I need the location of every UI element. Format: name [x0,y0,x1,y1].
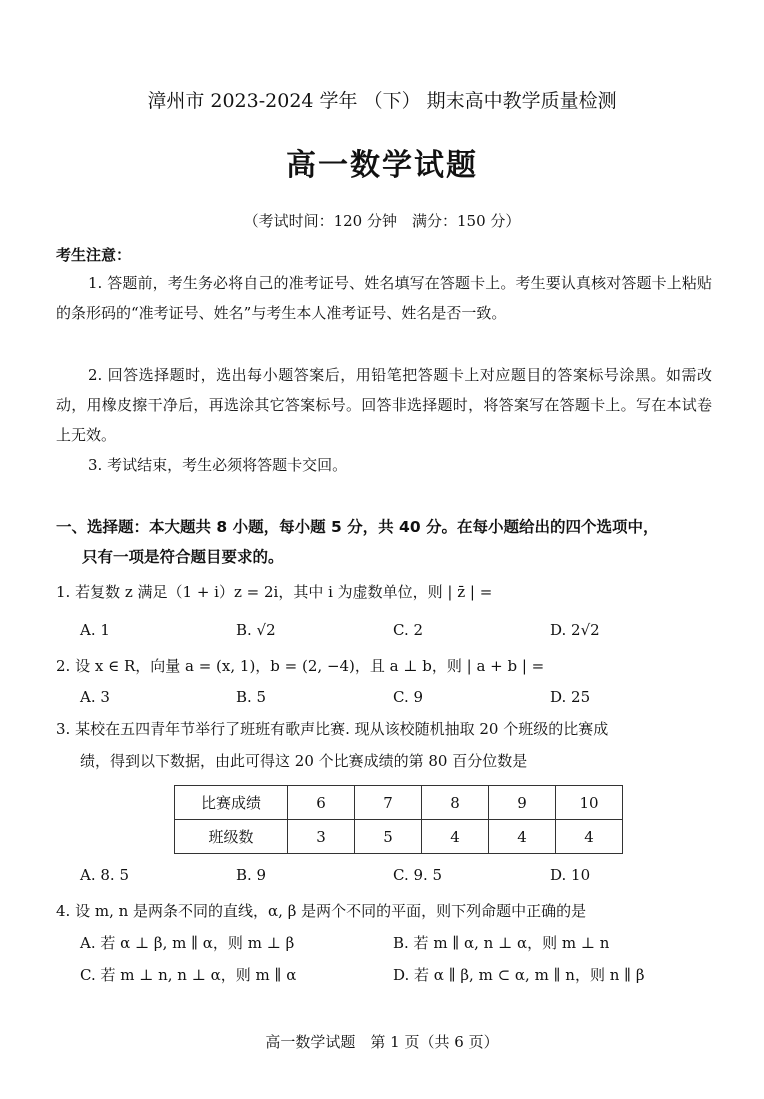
table-cell: 8 [422,786,489,820]
q4-option-b: B. 若 m ∥ α, n ⊥ α，则 m ⊥ n [393,934,610,952]
question-1-stem: 1. 若复数 z 满足（1 + i）z = 2i，其中 i 为虚数单位，则 | z̄ | = [56,583,493,601]
table-cell: 班级数 [175,820,288,854]
q1-option-d: D. 2√2 [550,621,600,639]
q4-option-c: C. 若 m ⊥ n, n ⊥ α，则 m ∥ α [80,966,297,984]
q1-option-c: C. 2 [393,621,424,639]
q3-option-b: B. 9 [236,866,267,884]
page-footer: 高一数学试题 第 1 页（共 6 页） [265,1033,499,1051]
table-row [175,786,623,820]
question-3-stem-line-1: 3. 某校在五四青年节举行了班班有歌声比赛. 现从该校随机抽取 20 个班级的比赛成 [56,720,609,738]
q2-option-d: D. 25 [550,688,591,706]
question-3-stem-line-2: 绩，得到以下数据，由此可得这 20 个比赛成绩的第 80 百分位数是 [80,752,528,770]
q2-option-a: A. 3 [80,688,110,706]
table-cell: 4 [489,820,556,854]
question-2-stem: 2. 设 x ∈ R，向量 a = (x, 1)，b = (2, −4)，且 a ⊥ b，则 | a + b | = [56,657,545,675]
q2-option-b: B. 5 [236,688,267,706]
q1-option-a: A. 1 [80,621,110,639]
section-heading [56,512,716,572]
score-table [174,785,623,854]
table-cell: 比赛成绩 [175,786,288,820]
table-cell: 3 [288,820,355,854]
table-cell: 5 [355,820,422,854]
note-item-2: 2. 回答选择题时，选出每小题答案后，用铅笔把答题卡上对应题目的答案标号涂黑。如需改动，用橡皮擦干净后，再选涂其它答案标号。回答非选择题时，将答案写在答题卡上。写在本试卷上无效。 [56,366,712,444]
note-item-1: 1. 答题前，考生务必将自己的准考证号、姓名填写在答题卡上。考生要认真核对答题卡上粘贴的条形码的“准考证号、姓名”与考生本人准考证号、姓名是否一致。 [56,274,712,322]
table-cell: 4 [422,820,489,854]
table-cell: 10 [556,786,623,820]
note-item-3: 3. 考试结束，考生必须将答题卡交回。 [88,456,348,474]
q1-option-b: B. √2 [236,621,276,639]
section-line-1: 一、选择题：本大题共 8 小题，每小题 5 分，共 40 分。在每小题给出的四个选项中， [56,518,659,536]
table-cell: 6 [288,786,355,820]
exam-time-info: （考试时间：120 分钟 满分：150 分） [243,212,521,230]
table-cell: 4 [556,820,623,854]
q3-option-a: A. 8. 5 [80,866,129,884]
q4-option-d: D. 若 α ∥ β, m ⊂ α, m ∥ n，则 n ∥ β [393,966,645,984]
notes-heading: 考生注意： [56,246,132,264]
exam-header: 漳州市 2023-2024 学年 （下） 期末高中教学质量检测 [147,90,617,112]
q3-option-c: C. 9. 5 [393,866,443,884]
table-cell: 9 [489,786,556,820]
table-cell: 7 [355,786,422,820]
q4-option-a: A. 若 α ⊥ β, m ∥ α，则 m ⊥ β [80,934,295,952]
q3-option-d: D. 10 [550,866,591,884]
q2-option-c: C. 9 [393,688,424,706]
page-title: 高一数学试题 [286,148,478,183]
question-4-stem: 4. 设 m, n 是两条不同的直线，α, β 是两个不同的平面，则下列命题中正确的是 [56,902,587,920]
table-row [175,820,623,854]
section-line-2: 只有一项是符合题目要求的。 [82,548,284,566]
